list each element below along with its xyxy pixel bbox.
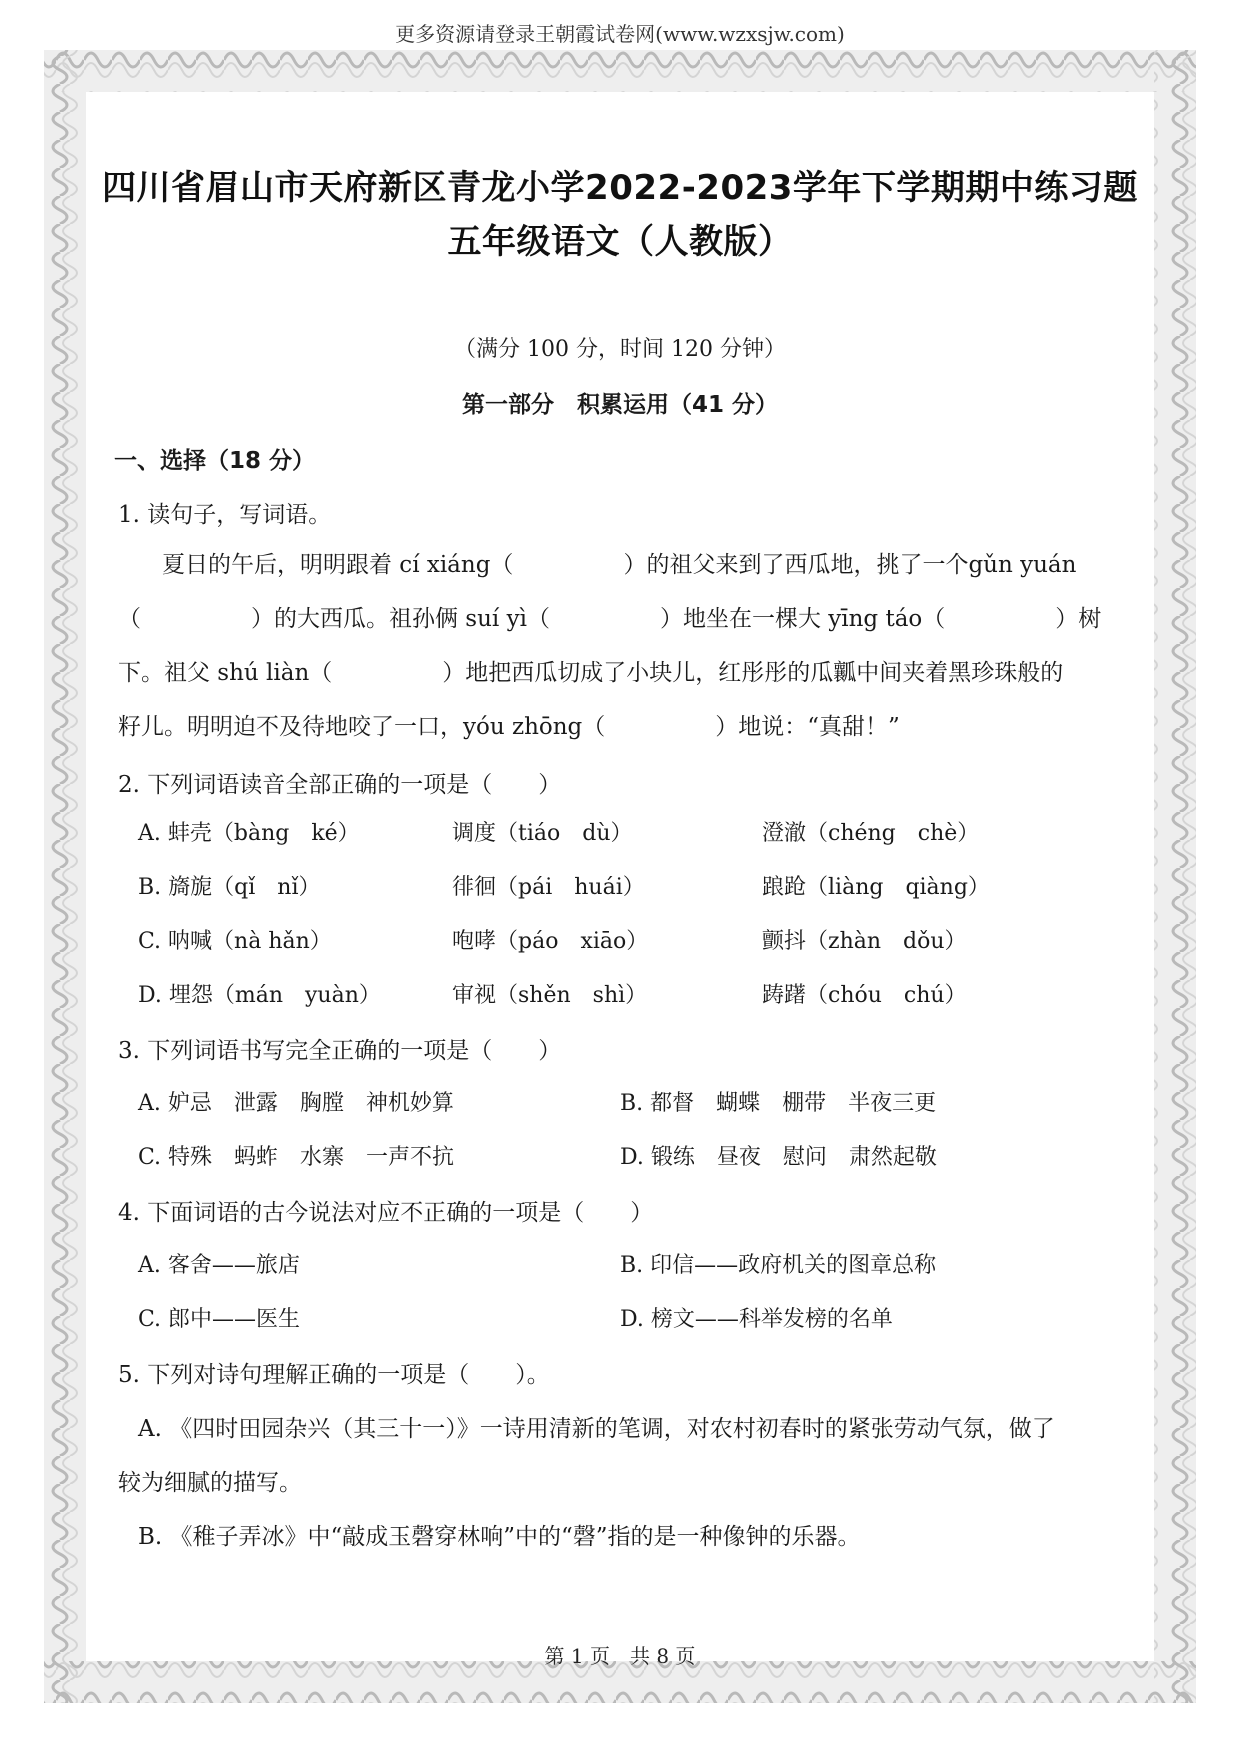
q3-option-c[interactable]: C. 特殊 蚂蚱 水寨 一声不抗 — [138, 1145, 455, 1170]
q4-option-a[interactable]: A. 客舍——旅店 — [138, 1253, 300, 1278]
q3-option-b[interactable]: B. 都督 蝴蝶 棚带 半夜三更 — [620, 1091, 937, 1116]
q1-text: 籽儿。明明迫不及待地咬了一口，yóu zhōng（ — [118, 714, 606, 740]
q1-text: ）的祖父来到了西瓜地，挑了一个gǔn yuán — [623, 552, 1077, 578]
q1-text: ）地说：“真甜！” — [715, 714, 900, 740]
q1-stem: 1. 读句子，写词语。 — [118, 502, 332, 528]
q2-option-a-word2: 调度（tiáo dù） — [452, 821, 633, 846]
q1-text: 夏日的午后，明明跟着 cí xiáng（ — [162, 552, 514, 578]
q5-stem: 5. 下列对诗句理解正确的一项是（ ）。 — [118, 1362, 550, 1388]
q1-passage — [118, 538, 1128, 754]
q4-option-c[interactable]: C. 郎中——医生 — [138, 1307, 301, 1332]
q2-option-b[interactable]: B. 旖旎（qǐ nǐ） — [138, 875, 321, 900]
q1-text: ）树 — [1055, 606, 1102, 632]
q2-option-d[interactable]: D. 埋怨（mán yuàn） — [138, 983, 381, 1008]
q1-text: ）地把西瓜切成了小块儿，红彤彤的瓜瓤中间夹着黑珍珠般的 — [442, 660, 1064, 686]
q2-option-c-word2: 咆哮（páo xiāo） — [452, 929, 649, 954]
q2-option-b-word2: 徘徊（pái huái） — [452, 875, 645, 900]
q1-text: （ — [118, 606, 141, 632]
q2-option-d-word2: 审视（shěn shì） — [452, 983, 648, 1008]
q3-stem: 3. 下列词语书写完全正确的一项是（ ） — [118, 1038, 562, 1064]
q2-option-c-word3: 颤抖（zhàn dǒu） — [762, 929, 967, 954]
exam-meta: （满分 100 分，时间 120 分钟） — [454, 337, 786, 362]
q5-option-a-continued: 较为细腻的描写。 — [118, 1470, 302, 1496]
q4-option-d[interactable]: D. 榜文——科举发榜的名单 — [620, 1307, 893, 1332]
q2-stem: 2. 下列词语读音全部正确的一项是（ ） — [118, 772, 562, 798]
q3-option-a[interactable]: A. 妒忌 泄露 胸膛 神机妙算 — [138, 1091, 454, 1116]
q4-stem: 4. 下面词语的古今说法对应不正确的一项是（ ） — [118, 1200, 654, 1226]
q5-option-a[interactable]: A. 《四时田园杂兴（其三十一）》一诗用清新的笔调，对农村初春时的紧张劳动气氛，做了 — [138, 1416, 1055, 1442]
header-note: 更多资源请登录王朝霞试卷网(www.wzxsjw.com) — [395, 22, 845, 46]
page-number: 第 1 页 共 8 页 — [544, 1644, 696, 1668]
exam-subtitle: 五年级语文（人教版） — [447, 222, 793, 262]
q2-option-a-word3: 澄澈（chéng chè） — [762, 821, 980, 846]
q5-option-b[interactable]: B. 《稚子弄冰》中“敲成玉磬穿林响”中的“磬”指的是一种像钟的乐器。 — [138, 1524, 861, 1550]
section1-title: 一、选择（18 分） — [114, 448, 316, 474]
q2-option-c[interactable]: C. 呐喊（nà hǎn） — [138, 929, 332, 954]
part1-title: 第一部分 积累运用（41 分） — [461, 392, 778, 418]
q1-text: ）的大西瓜。祖孙俩 suí yì（ — [251, 606, 550, 632]
q3-option-d[interactable]: D. 锻练 昼夜 慰问 肃然起敬 — [620, 1145, 937, 1170]
q2-option-a[interactable]: A. 蚌壳（bàng ké） — [138, 821, 360, 846]
exam-title: 四川省眉山市天府新区青龙小学2022-2023学年下学期期中练习题 — [102, 168, 1138, 208]
q1-text: ）地坐在一棵大 yīng táo（ — [659, 606, 946, 632]
q2-option-b-word3: 踉跄（liàng qiàng） — [762, 875, 990, 900]
q1-text: 下。祖父 shú liàn（ — [118, 660, 333, 686]
q4-option-b[interactable]: B. 印信——政府机关的图章总称 — [620, 1253, 937, 1278]
q2-option-d-word3: 踌躇（chóu chú） — [762, 983, 967, 1008]
